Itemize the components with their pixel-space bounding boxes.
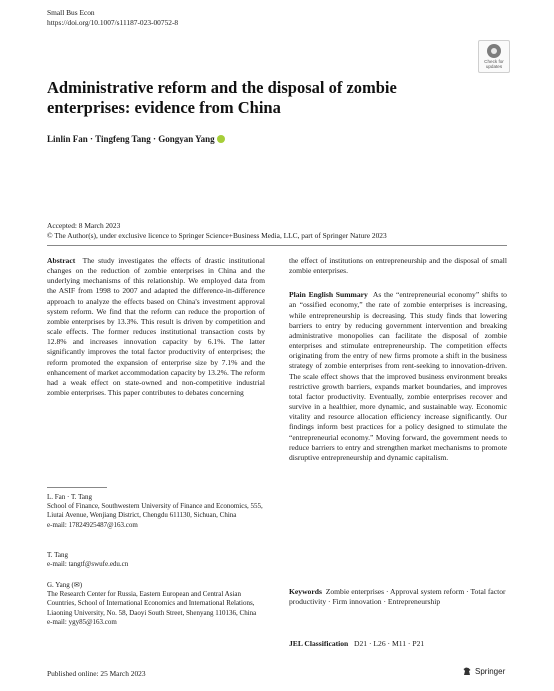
plain-english-heading: Plain English Summary bbox=[289, 290, 368, 300]
keywords-heading: Keywords bbox=[289, 587, 322, 596]
affiliation-names: G. Yang (✉) bbox=[47, 581, 83, 589]
crossmark-label: Check for updates bbox=[484, 59, 504, 70]
affiliation-address: The Research Center for Russia, Eastern European and Central Asian Countries, School of International Economics and International Relations, Liaoning University, No. 58, Daoyi South Street, Shenyang 110136, China bbox=[47, 590, 257, 617]
header-divider bbox=[47, 245, 507, 246]
jel-codes: D21 · L26 · M11 · P21 bbox=[354, 639, 425, 648]
affiliation-address: School of Finance, Southwestern University of Finance and Economics, 555, Liutai Avenue, Wenjiang District, Chengdu 611130, Sichuan, China bbox=[47, 502, 263, 520]
affiliation-email[interactable]: e-mail: 17824925487@163.com bbox=[47, 520, 138, 529]
abstract-text: The study investigates the effects of drastic institutional changes on the reduction of zombie enterprises in China and the underlying mechanisms of this relationship. We employed data from the ASIF from 1998 to 2007 and adapted the difference-in-difference approach to analyze the effects based on China's investment approval system reform. We find that the reform can reduce the proportion of zombie enterprises by 13.3%. This result is driven by competition and scale effects. The former reduces institutional transaction costs by 12.8% and increases innovation capacity by 6.1%. The latter significantly improves the total factor productivity of enterprises; the reform promoted the expansion of enterprise size by 7.1% and the enhancement of market accommodation capacity by 13.2%. The reform had a weak effect on state-owned and non-competitive industrial zombie enterprises. This paper contributes to debates concerning bbox=[47, 256, 265, 398]
abstract-continuation: the effect of institutions on entrepreneurship and the disposal of small zombie enterprises. bbox=[289, 256, 507, 276]
keywords-section bbox=[289, 587, 507, 607]
affiliation-block bbox=[47, 551, 265, 569]
author-list bbox=[47, 134, 225, 144]
plain-english-summary bbox=[289, 290, 507, 463]
springer-horse-icon bbox=[462, 666, 472, 676]
jel-section bbox=[289, 639, 507, 649]
crossmark-icon bbox=[487, 44, 501, 58]
affiliation-divider bbox=[47, 487, 107, 488]
jel-heading: JEL Classification bbox=[289, 639, 349, 648]
right-column bbox=[289, 256, 507, 463]
article-title: Administrative reform and the disposal of zombie enterprises: evidence from China bbox=[47, 78, 397, 117]
affiliation-names: T. Tang bbox=[47, 551, 69, 559]
affiliation-email[interactable]: e-mail: ygy85@163.com bbox=[47, 617, 117, 626]
keywords-text: Zombie enterprises · Approval system reform · Total factor productivity · Firm innovation · Entrepreneurship bbox=[289, 587, 506, 607]
publisher-logo bbox=[462, 666, 505, 676]
affiliation-email[interactable]: e-mail: tangtf@swufe.edu.cn bbox=[47, 560, 129, 569]
orcid-icon[interactable] bbox=[217, 135, 225, 143]
affiliation-block bbox=[47, 493, 265, 530]
doi-link[interactable]: https://doi.org/10.1007/s11187-023-00752-8 bbox=[47, 18, 179, 27]
crossmark-badge[interactable] bbox=[478, 40, 510, 73]
copyright-notice: © The Author(s), under exclusive licence to Springer Science+Business Media, LLC, part of Springer Nature 2023 bbox=[47, 231, 387, 240]
abstract-section bbox=[47, 256, 265, 398]
authors-text: Linlin Fan · Tingfeng Tang · Gongyan Yang bbox=[47, 134, 215, 144]
published-date: Published online: 25 March 2023 bbox=[47, 669, 146, 678]
journal-name: Small Bus Econ bbox=[47, 8, 95, 17]
publisher-name: Springer bbox=[475, 666, 506, 676]
affiliation-block bbox=[47, 581, 265, 627]
affiliation-names: L. Fan · T. Tang bbox=[47, 493, 93, 501]
accepted-date: Accepted: 8 March 2023 bbox=[47, 221, 121, 230]
plain-english-text: As the “entrepreneurial economy” shifts to an “ossified economy,” the rate of zombie enterprises is increasing, while entrepreneurship is decreasing. This study finds that lowering barriers to entry by reducing government intervention and breaking administrative monopolies can facilitate the disposal of zombie enterprises and stimulate entrepreneurship. The competition effects originating from the entry of new firms promote a shift in the business strategy of zombie enterprises from rent-seeking to innovation-driven. The scale effect shows that the improved business environment breaks restrictive growth barriers, expands market boundaries, and improves total factor productivity. Eventually, zombie enterprises recover and survive in a healthier, more dynamic, and sustainable way. Economic vitality and resource allocation efficiency increase significantly. Our findings inform best practices for a policy designed to stimulate the “entrepreneurial economy.” Moving forward, the government needs to reduce barriers to entry and strengthen market mechanisms to promote disruptive entrepreneurship and dynamic capitalism. bbox=[289, 290, 507, 462]
abstract-heading: Abstract bbox=[47, 256, 76, 265]
